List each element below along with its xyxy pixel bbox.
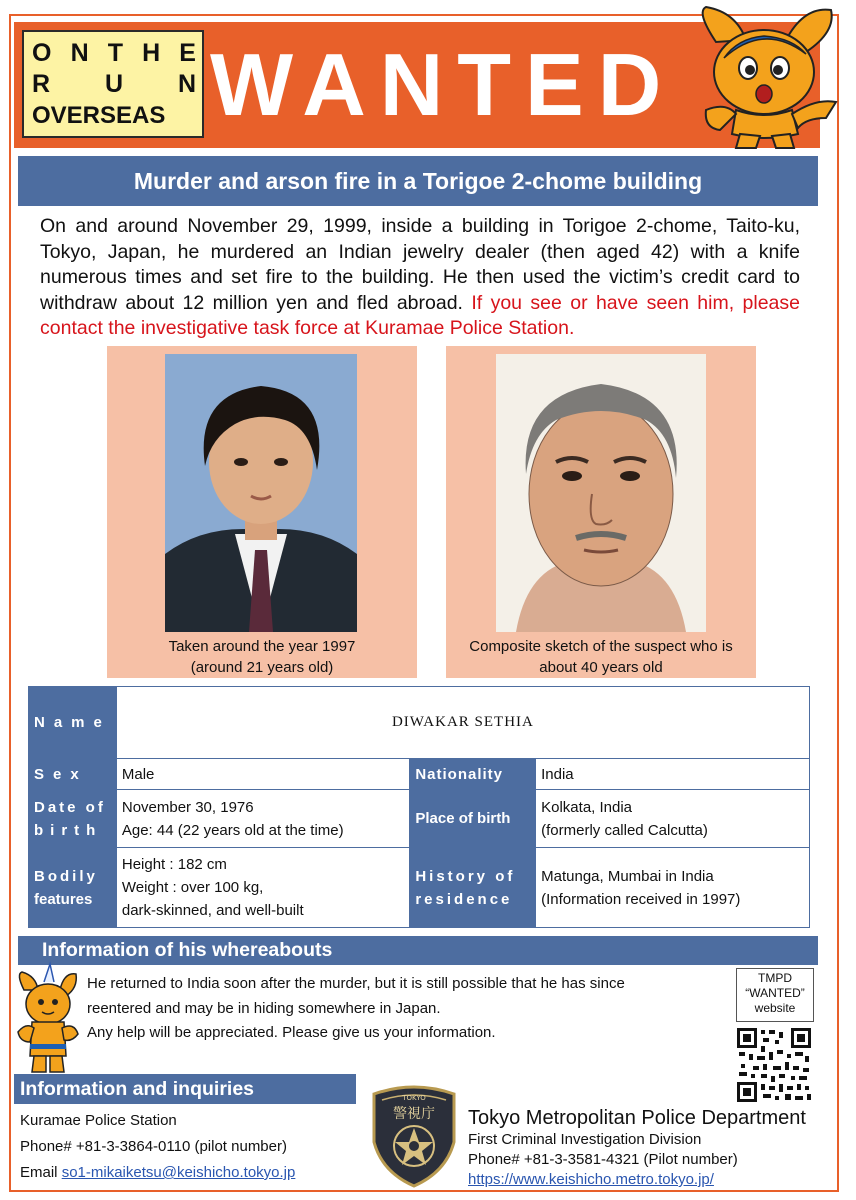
run-letter: O [32,39,52,67]
description-appeal: If you see or have seen him, please contact the investigative task force at Kuramae Police Station. [40,291,800,339]
department-division: First Criminal Investigation Division [468,1131,702,1148]
dob-line: November 30, 1976 [121,798,254,816]
sex-label: Sex [29,759,117,790]
sex-row [29,759,810,790]
department-url-link[interactable]: https://www.keishicho.metro.tokyo.jp/ [468,1171,714,1188]
department-phone: Phone# +81-3-3581-4321 (Pilot number) [468,1151,738,1168]
residence-value [536,848,810,928]
email-link[interactable]: so1-mikaiketsu@keishicho.tokyo.jp [61,1164,296,1181]
suspect-profile-table [28,686,810,928]
photo-panel-1997 [107,346,417,678]
email-row [20,1160,295,1186]
residence-label-line: residence [415,890,513,908]
whereabouts-line: reentered and may be in hiding somewhere in Japan. [87,999,441,1017]
dob-label-line: birth [34,821,103,839]
bodily-label-line: Bodily [34,867,98,885]
run-letter: H [142,39,161,67]
build-line: dark-skinned, and well-built [121,902,304,919]
description-main: On and around November 29, 1999, inside a building in Torigoe 2-chome, Taito-ku, Tokyo, Japan, he murdered an Indian jewelry dealer (then aged 42) with a knife numerous times and set fire to the building. He then used the victim’s credit card to withdraw about 12 million yen and fled abroad. [40,215,800,314]
pipo-mascot-icon [676,2,846,152]
inquiries-contact [20,1108,295,1186]
sex-value: Male [116,759,409,790]
residence-label [410,848,536,928]
run-letter: U [104,70,124,98]
run-letter: N [177,70,196,98]
pob-line: (formerly called Calcutta) [541,821,708,839]
run-line-1 [32,38,196,69]
station-name: Kuramae Police Station [20,1112,177,1129]
dob-row [29,790,810,848]
tmpd-wanted-website-label [736,968,814,1022]
whereabouts-line: He returned to India soon after the murder, but it is still possible that he has since [87,975,625,992]
photo-panel-sketch [446,346,756,678]
bodily-label-line: features [34,890,93,908]
sketch-caption [446,636,756,678]
tmpd-web-line: website [754,1001,796,1015]
department-block [468,1106,828,1190]
emblem-top-text: TOKYO [402,1094,426,1102]
on-the-run-overseas-box [22,30,204,138]
bodily-label [29,848,117,928]
whereabouts-line: Any help will be appreciated. Please give us your information. [87,1024,496,1041]
height-line: Height : 182 cm [121,856,227,873]
police-emblem-icon [366,1082,462,1188]
age-line: Age: 44 (22 years old at the time) [121,821,344,839]
dob-label-line: Date of [34,798,106,816]
caption-line: Composite sketch of the suspect who is [469,638,733,655]
suspect-name: DIWAKAR SETHIA [116,687,809,759]
case-title-bar: Murder and arson fire in a Torigoe 2-chome building [18,156,818,206]
pob-value [536,790,810,848]
bodily-value [116,848,409,928]
caption-line: about 40 years old [539,659,663,676]
dob-label [29,790,117,848]
suspect-photo [165,354,357,632]
nationality-value: India [536,759,810,790]
run-line-2 [32,69,196,100]
email-label: Email [20,1164,58,1181]
caption-line: Taken around the year 1997 [168,638,356,655]
pipo-mascot-small-icon [14,960,80,1080]
weight-line: Weight : over 100 kg, [121,879,264,896]
whereabouts-title: Information of his whereabouts [18,936,818,965]
name-label: Name [29,687,117,759]
nationality-label: Nationality [410,759,536,790]
station-phone: Phone# +81-3-3864-0110 (pilot number) [20,1138,287,1155]
residence-label-line: History of [415,867,516,885]
pob-line: Kolkata, India [541,798,633,816]
dob-value [116,790,409,848]
whereabouts-text [87,972,727,1046]
name-row [29,687,810,759]
tmpd-web-line: “WANTED” [745,986,805,1000]
case-description [40,214,800,342]
qr-code-icon[interactable] [735,1026,813,1104]
composite-sketch [496,354,706,632]
emblem-kanji: 警視庁 [393,1106,435,1122]
wanted-heading: WANTED [210,35,676,134]
run-letter: E [179,39,196,67]
pob-label: Place of birth [410,790,536,848]
residence-line: Matunga, Mumbai in India [541,867,714,885]
run-letter: N [70,39,89,67]
bodily-row [29,848,810,928]
run-letter: R [32,70,51,98]
residence-line: (Information received in 1997) [541,890,741,908]
run-letter: T [107,39,124,67]
run-line-3: OVERSEAS [32,102,166,129]
photo-caption [107,636,417,678]
department-name: Tokyo Metropolitan Police Department [468,1107,806,1129]
inquiries-title: Information and inquiries [14,1074,356,1104]
tmpd-web-line: TMPD [758,971,792,985]
caption-line: (around 21 years old) [190,659,334,676]
